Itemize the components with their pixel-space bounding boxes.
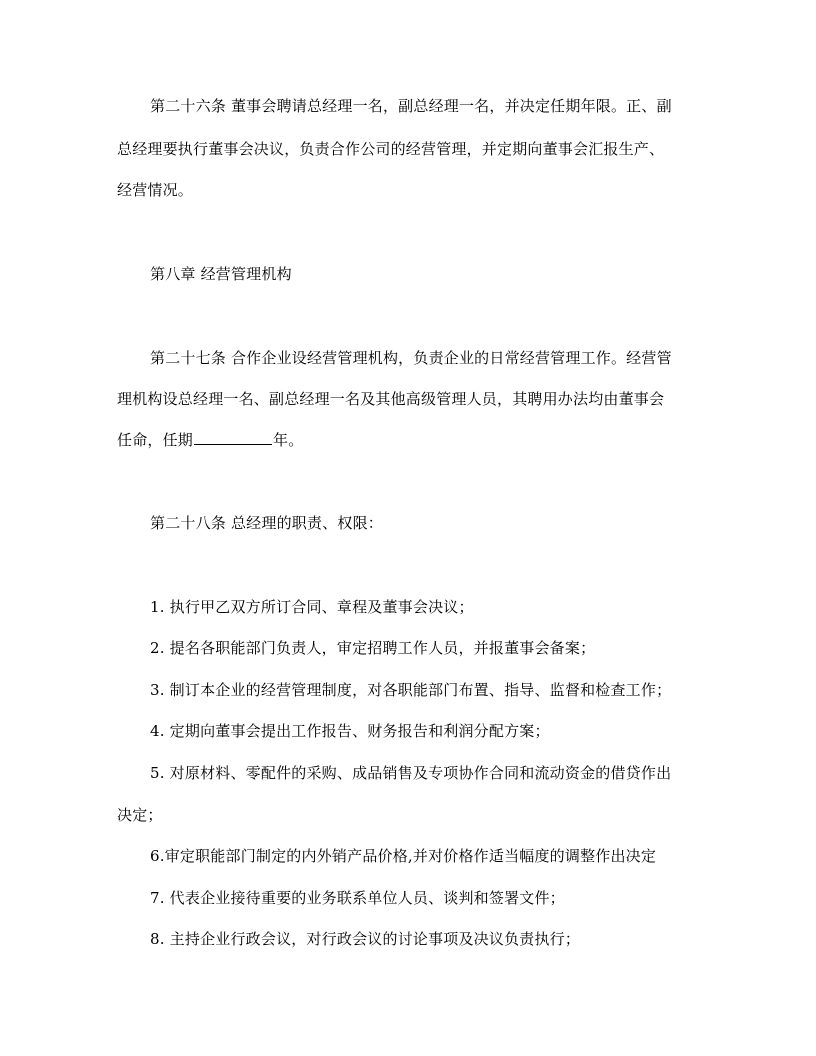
article-26-line-2: 总经理要执行董事会决议，负责合作公司的经营管理，并定期向董事会汇报生产、	[117, 140, 665, 158]
article-27-line-3	[117, 430, 303, 450]
term-prefix: 任命，任期	[117, 431, 194, 449]
list-item: 8. 主持企业行政会议，对行政会议的讨论事项及决议负责执行；	[150, 930, 581, 948]
article-27-line-2: 理机构设总经理一名、副总经理一名及其他高级管理人员，其聘用办法均由董事会	[117, 390, 665, 408]
list-item: 1. 执行甲乙双方所订合同、章程及董事会决议；	[150, 598, 474, 616]
list-item: 6.审定职能部门制定的内外销产品价格,并对价格作适当幅度的调整作出决定	[150, 847, 657, 865]
list-item-continuation: 决定；	[117, 806, 163, 824]
article-27-line-1: 第二十七条 合作企业设经营管理机构，负责企业的日常经营管理工作。经营管	[150, 349, 672, 367]
list-item: 4. 定期向董事会提出工作报告、财务报告和利润分配方案；	[150, 722, 550, 740]
term-suffix: 年。	[273, 431, 304, 449]
term-blank-field	[194, 430, 272, 445]
list-item: 7. 代表企业接待重要的业务联系单位人员、谈判和签署文件；	[150, 889, 565, 907]
chapter-8-heading: 第八章 经营管理机构	[150, 265, 292, 283]
list-item: 5. 对原材料、零配件的采购、成品销售及专项协作合同和流动资金的借贷作出	[150, 764, 672, 782]
list-item: 2. 提名各职能部门负责人，审定招聘工作人员，并报董事会备案；	[150, 639, 596, 657]
article-28-heading: 第二十八条 总经理的职责、权限：	[150, 514, 383, 532]
article-26-line-1: 第二十六条 董事会聘请总经理一名，副总经理一名，并决定任期年限。正、副	[150, 97, 672, 115]
list-item: 3. 制订本企业的经营管理制度，对各职能部门布置、指导、监督和检查工作；	[150, 681, 672, 699]
article-26-line-3: 经营情况。	[117, 181, 194, 199]
